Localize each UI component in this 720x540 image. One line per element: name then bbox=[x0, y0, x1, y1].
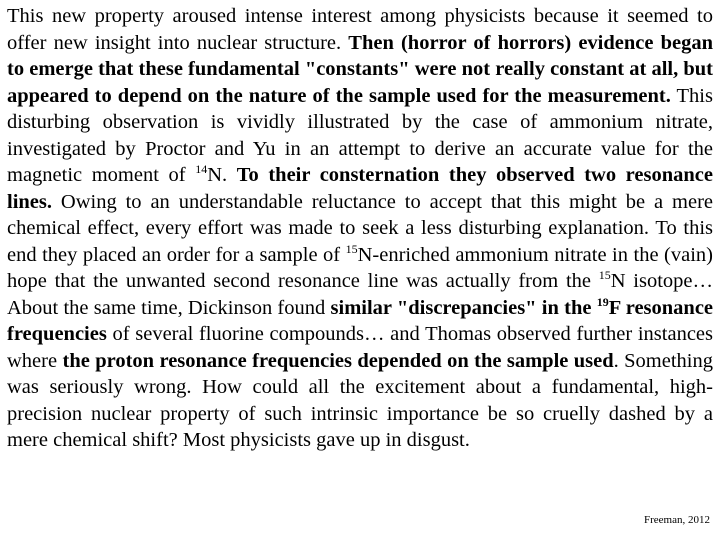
sentence-new-property: This new property aroused intense interest among physicists because it seemed to offer new insight into nuclear structure. bbox=[7, 5, 713, 54]
isotope-mass-f19: 19 bbox=[596, 294, 609, 309]
emphasis-proton-frequencies: the proton resonance frequencies depended on the sample used bbox=[62, 349, 614, 372]
isotope-mass-n14: 14 bbox=[195, 162, 208, 176]
sentence-ammonium-nitrate: This disturbing observation is vividly illustrated by the case of ammonium nitrate, investigated by Proctor and Yu in an attempt to derive an accurate value for the magnetic moment of bbox=[7, 84, 713, 186]
sentence-reluctance: Owing to an understandable reluctance to accept that this might be a mere chemical effect, every effort was made to seek a less disturbing explanation. To this end they placed an order for a sample of bbox=[7, 190, 713, 266]
sentence-fluorine-compounds: of several fluorine compounds… and Thomas observed further instances where bbox=[7, 323, 714, 372]
emphasis-f19-frequencies: F resonance frequencies bbox=[7, 296, 714, 345]
emphasis-similar-discrepancies: similar "discrepancies" in the bbox=[330, 296, 592, 319]
emphasis-two-resonance-lines: To their consternation they observed two resonance lines. bbox=[7, 164, 713, 213]
quote-passage bbox=[7, 3, 713, 454]
isotope-mass-n15-second: 15 bbox=[598, 268, 611, 282]
isotope-symbol-n14: N. bbox=[207, 164, 228, 186]
citation-source: Freeman, 2012 bbox=[644, 514, 710, 526]
emphasis-constants-not-constant: Then (horror of horrors) evidence began to emerge that these fundamental "constants" were not really constant at all, but appeared to depend on the nature of the sample used for the measurement. bbox=[7, 31, 714, 107]
isotope-mass-n15-first: 15 bbox=[345, 241, 358, 256]
sentence-dickinson: N isotope… About the same time, Dickinson found bbox=[7, 270, 714, 319]
sentence-chemical-shift: . Something was seriously wrong. How could all the excitement about a fundamental, high-precision nuclear property of such intrinsic importance be so cruelly dashed by a mere chemical shift? Most physicists gave up in disgust. bbox=[7, 349, 713, 451]
sentence-enriched-sample: N-enriched ammonium nitrate in the (vain) hope that the unwanted second resonance line was actually from the bbox=[7, 243, 713, 292]
